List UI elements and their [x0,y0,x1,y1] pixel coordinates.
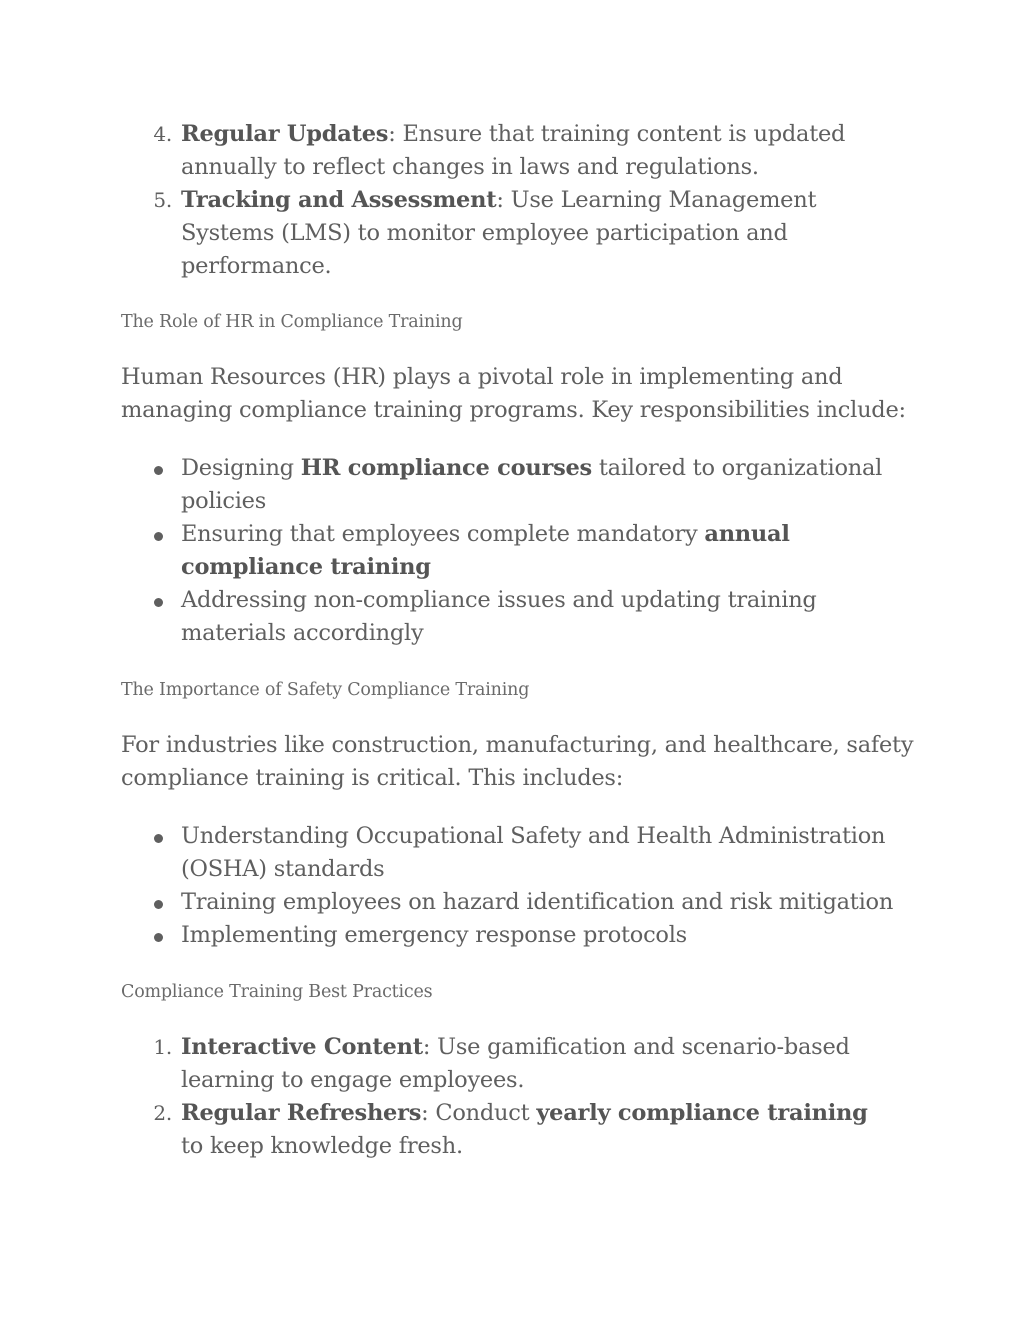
item-text: Training employees on hazard identification and risk mitigation [181,889,894,915]
item-text: Understanding Occupational Safety and Health Administration [181,823,886,849]
section-heading: Compliance Training Best Practices [121,982,433,1002]
list-number: 5. [153,188,172,212]
list-item [121,184,911,283]
bullet-icon [154,834,163,843]
item-text: (OSHA) standards [181,856,385,882]
item-text: Systems (LMS) to monitor employee participation and [181,220,788,246]
safety-bullet-list [121,820,911,952]
top-numbered-list [121,118,911,283]
item-emphasis: annual [704,521,790,547]
item-text: annually to reflect changes in laws and regulations. [181,154,759,180]
paragraph-line: Human Resources (HR) plays a pivotal role in implementing and [121,364,843,390]
bullet-icon [154,900,163,909]
item-text: Ensuring that employees complete mandatory [181,521,705,547]
item-emphasis: yearly compliance training [536,1100,868,1126]
list-item [121,118,911,184]
item-text: Addressing non-compliance issues and updating training [181,587,817,613]
list-number: 4. [153,122,172,146]
item-text: learning to engage employees. [181,1067,525,1093]
item-title: Regular Updates [181,121,389,147]
paragraph-line: managing compliance training programs. Key responsibilities include: [121,397,906,423]
item-text: to keep knowledge fresh. [181,1133,463,1159]
list-item [121,820,911,886]
bullet-icon [154,933,163,942]
list-item [121,1031,911,1097]
item-text: materials accordingly [181,620,424,646]
paragraph-line: For industries like construction, manufacturing, and healthcare, safety [121,732,914,758]
list-item [121,1097,911,1163]
item-text: Implementing emergency response protocols [181,922,687,948]
section-heading: The Role of HR in Compliance Training [121,312,463,332]
section-heading: The Importance of Safety Compliance Training [121,680,530,700]
list-item [121,452,911,518]
bullet-icon [154,598,163,607]
list-item [121,584,911,650]
item-emphasis: HR compliance courses [300,455,592,481]
item-text: policies [181,488,267,514]
bullet-icon [154,466,163,475]
item-text: Designing [181,455,301,481]
paragraph-line: compliance training is critical. This includes: [121,765,624,791]
item-text: tailored to organizational [591,455,883,481]
item-text: : Ensure that training content is updated [388,121,846,147]
item-emphasis: compliance training [181,554,431,580]
hr-bullet-list [121,452,911,650]
list-number: 1. [153,1035,172,1059]
item-text: : Use Learning Management [496,187,817,213]
list-item [121,886,911,919]
item-title: Tracking and Assessment [181,187,497,213]
item-text: : Conduct [421,1100,537,1126]
best-practices-list [121,1031,911,1163]
item-text: : Use gamification and scenario-based [422,1034,850,1060]
item-text: performance. [181,253,332,279]
list-item [121,919,911,952]
item-title: Regular Refreshers [181,1100,422,1126]
list-item [121,518,911,584]
item-title: Interactive Content [181,1034,423,1060]
paragraph [121,361,911,427]
paragraph [121,729,914,795]
list-number: 2. [153,1101,172,1125]
bullet-icon [154,532,163,541]
